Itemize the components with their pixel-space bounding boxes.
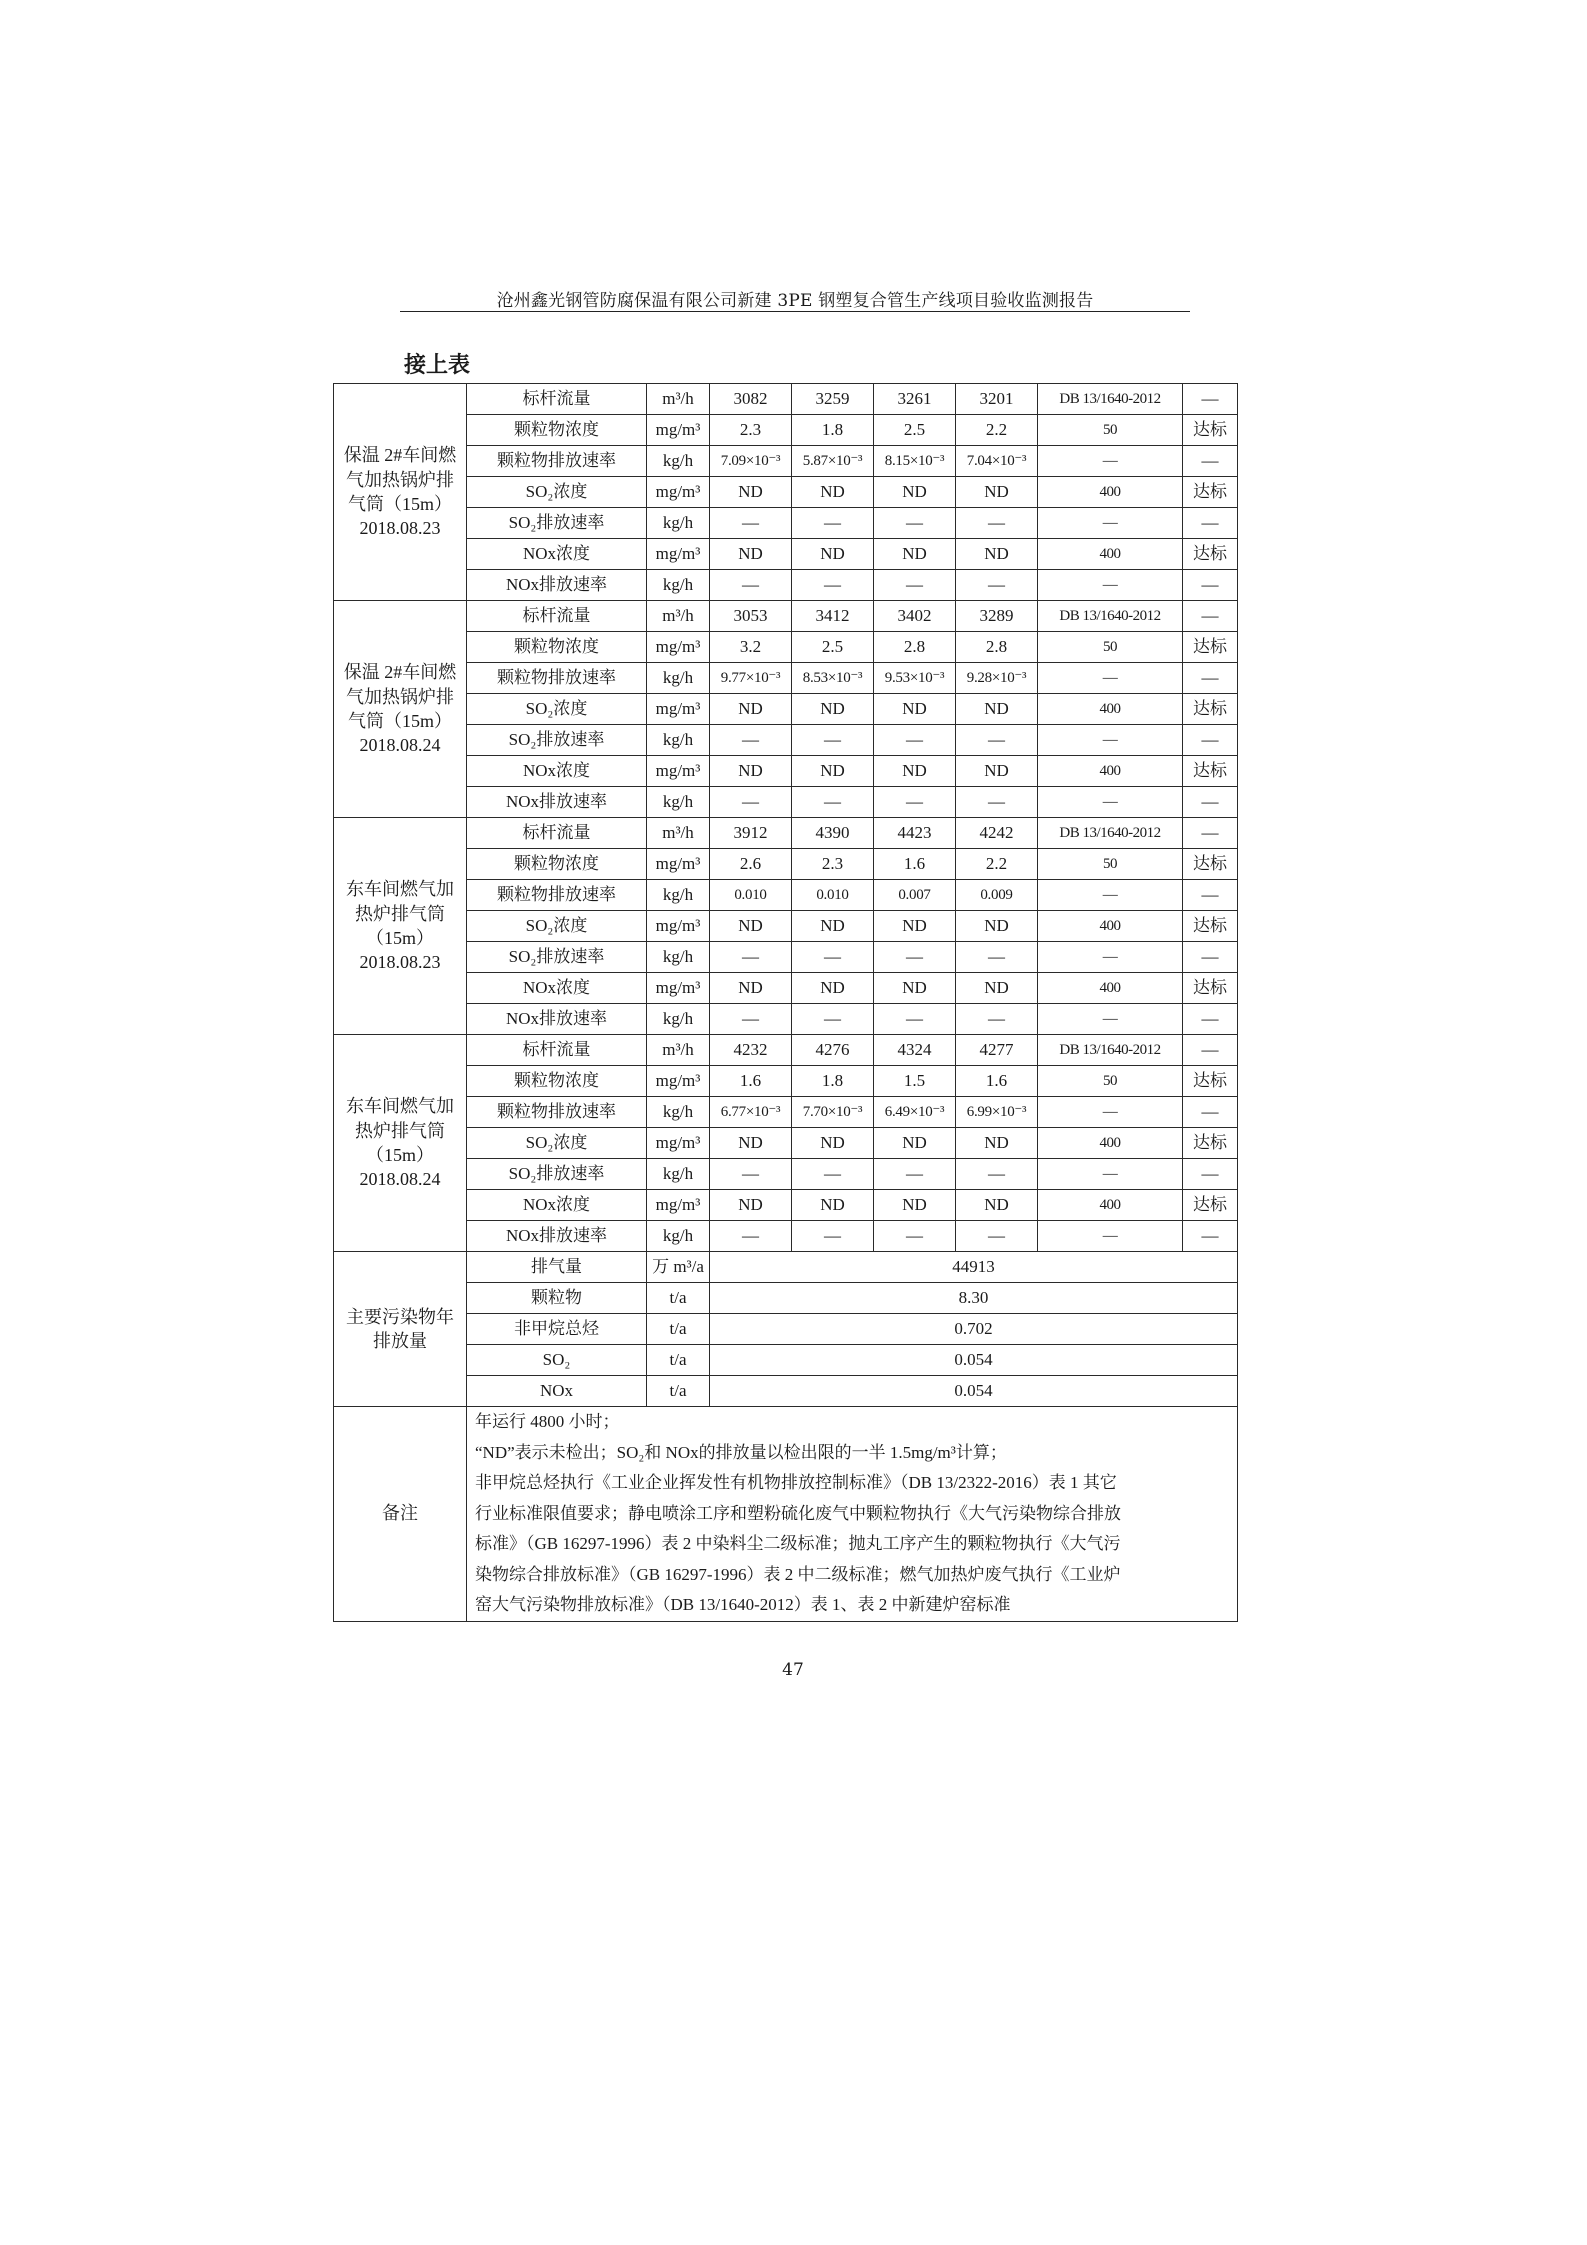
measurement-cell: — xyxy=(874,508,956,539)
unit-cell: mg/m³ xyxy=(647,477,710,508)
unit-cell: mg/m³ xyxy=(647,973,710,1004)
monitoring-results-table xyxy=(333,383,1238,1622)
standard-limit-cell: — xyxy=(1038,1097,1183,1128)
measurement-cell: ND xyxy=(956,911,1038,942)
unit-cell: kg/h xyxy=(647,1097,710,1128)
standard-limit-cell: — xyxy=(1038,787,1183,818)
unit-cell: kg/h xyxy=(647,1221,710,1252)
evaluation-result-cell: — xyxy=(1183,663,1238,694)
unit-cell: kg/h xyxy=(647,663,710,694)
parameter-name-cell: NOx排放速率 xyxy=(467,787,647,818)
measurement-cell: 3201 xyxy=(956,384,1038,415)
measurement-cell: ND xyxy=(874,973,956,1004)
evaluation-result-cell: 达标 xyxy=(1183,973,1238,1004)
unit-cell: m³/h xyxy=(647,601,710,632)
parameter-name-cell: NOx排放速率 xyxy=(467,1004,647,1035)
table-row xyxy=(334,539,1238,570)
measurement-cell: 8.15×10⁻³ xyxy=(874,446,956,477)
table-row xyxy=(334,477,1238,508)
evaluation-result-cell: 达标 xyxy=(1183,1128,1238,1159)
measurement-cell: 1.8 xyxy=(792,1066,874,1097)
unit-cell: 万 m³/a xyxy=(647,1252,710,1283)
evaluation-result-cell: — xyxy=(1183,942,1238,973)
measurement-cell: ND xyxy=(956,1190,1038,1221)
measurement-cell: 2.5 xyxy=(874,415,956,446)
measurement-cell: ND xyxy=(792,911,874,942)
measurement-cell: 4276 xyxy=(792,1035,874,1066)
table-row xyxy=(334,973,1238,1004)
standard-limit-cell: — xyxy=(1038,725,1183,756)
measurement-cell: ND xyxy=(956,1128,1038,1159)
parameter-name-cell: SO₂浓度 xyxy=(467,1128,647,1159)
parameter-name-cell: NOx浓度 xyxy=(467,539,647,570)
evaluation-result-cell: — xyxy=(1183,1221,1238,1252)
annual-emission-row xyxy=(334,1252,1238,1283)
monitoring-point-label: 东车间燃气加热炉排气筒（15m）2018.08.24 xyxy=(334,1035,467,1252)
table-row xyxy=(334,911,1238,942)
evaluation-result-cell: — xyxy=(1183,1035,1238,1066)
measurement-cell: — xyxy=(874,942,956,973)
standard-limit-cell: 50 xyxy=(1038,415,1183,446)
measurement-cell: 3053 xyxy=(710,601,792,632)
table-row xyxy=(334,663,1238,694)
unit-cell: mg/m³ xyxy=(647,1066,710,1097)
measurement-cell: ND xyxy=(956,973,1038,1004)
measurement-cell: 3402 xyxy=(874,601,956,632)
parameter-name-cell: 标杆流量 xyxy=(467,384,647,415)
pollutant-name-cell: NOx xyxy=(467,1376,647,1407)
unit-cell: m³/h xyxy=(647,384,710,415)
evaluation-result-cell: — xyxy=(1183,818,1238,849)
measurement-cell: — xyxy=(710,725,792,756)
measurement-cell: ND xyxy=(710,973,792,1004)
standard-limit-cell: 400 xyxy=(1038,694,1183,725)
measurement-cell: 3259 xyxy=(792,384,874,415)
measurement-cell: 9.28×10⁻³ xyxy=(956,663,1038,694)
parameter-name-cell: 颗粒物浓度 xyxy=(467,415,647,446)
unit-cell: mg/m³ xyxy=(647,756,710,787)
standard-limit-cell: DB 13/1640-2012 xyxy=(1038,601,1183,632)
parameter-name-cell: SO₂排放速率 xyxy=(467,725,647,756)
measurement-cell: 7.09×10⁻³ xyxy=(710,446,792,477)
measurement-cell: ND xyxy=(710,1190,792,1221)
unit-cell: t/a xyxy=(647,1376,710,1407)
standard-limit-cell: DB 13/1640-2012 xyxy=(1038,384,1183,415)
measurement-cell: ND xyxy=(710,477,792,508)
measurement-cell: ND xyxy=(956,694,1038,725)
table-row xyxy=(334,880,1238,911)
table-row xyxy=(334,725,1238,756)
evaluation-result-cell: 达标 xyxy=(1183,632,1238,663)
parameter-name-cell: NOx浓度 xyxy=(467,973,647,1004)
standard-limit-cell: 400 xyxy=(1038,973,1183,1004)
standard-limit-cell: 50 xyxy=(1038,632,1183,663)
standard-limit-cell: — xyxy=(1038,508,1183,539)
unit-cell: kg/h xyxy=(647,508,710,539)
measurement-cell: — xyxy=(956,570,1038,601)
header-rule xyxy=(400,311,1190,312)
table-row xyxy=(334,818,1238,849)
unit-cell: kg/h xyxy=(647,787,710,818)
evaluation-result-cell: — xyxy=(1183,1159,1238,1190)
standard-limit-cell: — xyxy=(1038,446,1183,477)
measurement-cell: 2.3 xyxy=(792,849,874,880)
measurement-cell: — xyxy=(792,787,874,818)
measurement-cell: 3912 xyxy=(710,818,792,849)
measurement-cell: — xyxy=(874,1159,956,1190)
measurement-cell: ND xyxy=(792,756,874,787)
parameter-name-cell: SO₂排放速率 xyxy=(467,508,647,539)
monitoring-point-label: 东车间燃气加热炉排气筒（15m）2018.08.23 xyxy=(334,818,467,1035)
measurement-cell: — xyxy=(792,1159,874,1190)
measurement-cell: 2.5 xyxy=(792,632,874,663)
table-row xyxy=(334,787,1238,818)
standard-limit-cell: 50 xyxy=(1038,849,1183,880)
unit-cell: t/a xyxy=(647,1345,710,1376)
unit-cell: t/a xyxy=(647,1314,710,1345)
unit-cell: mg/m³ xyxy=(647,1128,710,1159)
parameter-name-cell: 颗粒物排放速率 xyxy=(467,446,647,477)
table-row xyxy=(334,1190,1238,1221)
measurement-cell: — xyxy=(956,508,1038,539)
measurement-cell: 3.2 xyxy=(710,632,792,663)
table-row xyxy=(334,1035,1238,1066)
measurement-cell: 3082 xyxy=(710,384,792,415)
pollutant-name-cell: SO₂ xyxy=(467,1345,647,1376)
unit-cell: kg/h xyxy=(647,725,710,756)
note-line: 非甲烷总烃执行《工业企业挥发性有机物排放控制标准》（DB 13/2322-2016）表 1 其它 xyxy=(475,1473,1117,1492)
evaluation-result-cell: 达标 xyxy=(1183,694,1238,725)
table-row xyxy=(334,446,1238,477)
evaluation-result-cell: 达标 xyxy=(1183,911,1238,942)
measurement-cell: ND xyxy=(874,694,956,725)
measurement-cell: — xyxy=(874,725,956,756)
table-row xyxy=(334,384,1238,415)
measurement-cell: 6.99×10⁻³ xyxy=(956,1097,1038,1128)
measurement-cell: 0.010 xyxy=(792,880,874,911)
measurement-cell: — xyxy=(792,570,874,601)
standard-limit-cell: — xyxy=(1038,1004,1183,1035)
table-row xyxy=(334,1221,1238,1252)
unit-cell: m³/h xyxy=(647,818,710,849)
table-row xyxy=(334,1004,1238,1035)
unit-cell: kg/h xyxy=(647,446,710,477)
note-line: 染物综合排放标准》（GB 16297-1996）表 2 中二级标准；燃气加热炉废气执行《工业炉 xyxy=(475,1564,1121,1584)
notes-row xyxy=(334,1407,1238,1622)
measurement-cell: — xyxy=(710,1004,792,1035)
annual-emission-value-cell: 0.702 xyxy=(710,1314,1238,1345)
measurement-cell: — xyxy=(956,725,1038,756)
table-row xyxy=(334,1159,1238,1190)
note-line: 标准》（GB 16297-1996）表 2 中染料尘二级标准；抛丸工序产生的颗粒物执行《大气污 xyxy=(475,1534,1121,1553)
unit-cell: mg/m³ xyxy=(647,539,710,570)
standard-limit-cell: — xyxy=(1038,880,1183,911)
evaluation-result-cell: — xyxy=(1183,1004,1238,1035)
parameter-name-cell: SO₂浓度 xyxy=(467,477,647,508)
evaluation-result-cell: 达标 xyxy=(1183,849,1238,880)
unit-cell: t/a xyxy=(647,1283,710,1314)
standard-limit-cell: 400 xyxy=(1038,477,1183,508)
annual-emission-value-cell: 8.30 xyxy=(710,1283,1238,1314)
evaluation-result-cell: — xyxy=(1183,787,1238,818)
measurement-cell: ND xyxy=(792,1190,874,1221)
measurement-cell: ND xyxy=(874,477,956,508)
annual-emission-value-cell: 44913 xyxy=(710,1252,1238,1283)
table-row xyxy=(334,942,1238,973)
annual-emission-row xyxy=(334,1314,1238,1345)
annual-emission-row xyxy=(334,1376,1238,1407)
measurement-cell: 1.6 xyxy=(956,1066,1038,1097)
table-row xyxy=(334,570,1238,601)
measurement-cell: 6.77×10⁻³ xyxy=(710,1097,792,1128)
unit-cell: m³/h xyxy=(647,1035,710,1066)
parameter-name-cell: 颗粒物排放速率 xyxy=(467,880,647,911)
standard-limit-cell: — xyxy=(1038,1221,1183,1252)
evaluation-result-cell: 达标 xyxy=(1183,1190,1238,1221)
parameter-name-cell: SO₂浓度 xyxy=(467,911,647,942)
measurement-cell: 2.6 xyxy=(710,849,792,880)
table-row xyxy=(334,601,1238,632)
measurement-cell: — xyxy=(874,1004,956,1035)
monitoring-point-label: 保温 2#车间燃气加热锅炉排气筒（15m）2018.08.23 xyxy=(334,384,467,601)
measurement-cell: — xyxy=(956,1221,1038,1252)
table-row xyxy=(334,1097,1238,1128)
standard-limit-cell: 50 xyxy=(1038,1066,1183,1097)
measurement-cell: ND xyxy=(792,694,874,725)
measurement-cell: 3261 xyxy=(874,384,956,415)
table-row xyxy=(334,756,1238,787)
evaluation-result-cell: — xyxy=(1183,446,1238,477)
measurement-cell: 8.53×10⁻³ xyxy=(792,663,874,694)
standard-limit-cell: — xyxy=(1038,942,1183,973)
parameter-name-cell: 颗粒物浓度 xyxy=(467,1066,647,1097)
measurement-cell: 3289 xyxy=(956,601,1038,632)
table-row xyxy=(334,1128,1238,1159)
measurement-cell: 6.49×10⁻³ xyxy=(874,1097,956,1128)
measurement-cell: — xyxy=(874,1221,956,1252)
measurement-cell: 7.04×10⁻³ xyxy=(956,446,1038,477)
measurement-cell: — xyxy=(710,1221,792,1252)
standard-limit-cell: 400 xyxy=(1038,911,1183,942)
measurement-cell: 0.009 xyxy=(956,880,1038,911)
evaluation-result-cell: 达标 xyxy=(1183,477,1238,508)
measurement-cell: ND xyxy=(710,539,792,570)
measurement-cell: 1.6 xyxy=(710,1066,792,1097)
measurement-cell: — xyxy=(710,942,792,973)
note-line: 行业标准限值要求；静电喷涂工序和塑粉硫化废气中颗粒物执行《大气污染物综合排放 xyxy=(475,1503,1121,1523)
parameter-name-cell: NOx浓度 xyxy=(467,1190,647,1221)
evaluation-result-cell: — xyxy=(1183,1097,1238,1128)
measurement-cell: 1.5 xyxy=(874,1066,956,1097)
standard-limit-cell: DB 13/1640-2012 xyxy=(1038,818,1183,849)
measurement-cell: — xyxy=(792,1221,874,1252)
parameter-name-cell: 标杆流量 xyxy=(467,818,647,849)
evaluation-result-cell: 达标 xyxy=(1183,756,1238,787)
evaluation-result-cell: — xyxy=(1183,725,1238,756)
report-header-title: 沧州鑫光钢管防腐保温有限公司新建 3PE 钢塑复合管生产线项目验收监测报告 xyxy=(496,291,1094,311)
measurement-cell: 4423 xyxy=(874,818,956,849)
measurement-cell: ND xyxy=(874,1128,956,1159)
evaluation-result-cell: — xyxy=(1183,601,1238,632)
note-line: 年运行 4800 小时； xyxy=(475,1412,620,1431)
measurement-cell: ND xyxy=(956,477,1038,508)
parameter-name-cell: 标杆流量 xyxy=(467,1035,647,1066)
annual-emission-row xyxy=(334,1283,1238,1314)
standard-limit-cell: 400 xyxy=(1038,1128,1183,1159)
table-row xyxy=(334,415,1238,446)
measurement-cell: ND xyxy=(710,911,792,942)
measurement-cell: 4390 xyxy=(792,818,874,849)
parameter-name-cell: SO₂排放速率 xyxy=(467,942,647,973)
standard-limit-cell: — xyxy=(1038,663,1183,694)
measurement-cell: ND xyxy=(956,756,1038,787)
page-number: 47 xyxy=(782,1660,804,1680)
measurement-cell: ND xyxy=(956,539,1038,570)
measurement-cell: 2.2 xyxy=(956,849,1038,880)
evaluation-result-cell: 达标 xyxy=(1183,1066,1238,1097)
parameter-name-cell: 颗粒物排放速率 xyxy=(467,663,647,694)
measurement-cell: 3412 xyxy=(792,601,874,632)
annual-emission-value-cell: 0.054 xyxy=(710,1376,1238,1407)
measurement-cell: ND xyxy=(710,694,792,725)
table-row xyxy=(334,849,1238,880)
measurement-cell: — xyxy=(710,1159,792,1190)
measurement-cell: 2.8 xyxy=(956,632,1038,663)
notes-label: 备注 xyxy=(334,1407,467,1622)
measurement-cell: ND xyxy=(710,756,792,787)
measurement-cell: ND xyxy=(874,1190,956,1221)
measurement-cell: ND xyxy=(792,973,874,1004)
table-row xyxy=(334,1066,1238,1097)
measurement-cell: — xyxy=(792,1004,874,1035)
measurement-cell: — xyxy=(792,508,874,539)
measurement-cell: 4242 xyxy=(956,818,1038,849)
measurement-cell: — xyxy=(710,787,792,818)
measurement-cell: 4232 xyxy=(710,1035,792,1066)
measurement-cell: ND xyxy=(792,1128,874,1159)
measurement-cell: — xyxy=(710,508,792,539)
measurement-cell: 2.3 xyxy=(710,415,792,446)
measurement-cell: ND xyxy=(874,756,956,787)
unit-cell: kg/h xyxy=(647,570,710,601)
annual-emission-label: 主要污染物年排放量 xyxy=(334,1252,467,1407)
evaluation-result-cell: 达标 xyxy=(1183,415,1238,446)
measurement-cell: ND xyxy=(710,1128,792,1159)
standard-limit-cell: 400 xyxy=(1038,756,1183,787)
measurement-cell: 1.6 xyxy=(874,849,956,880)
parameter-name-cell: NOx浓度 xyxy=(467,756,647,787)
monitoring-point-label: 保温 2#车间燃气加热锅炉排气筒（15m）2018.08.24 xyxy=(334,601,467,818)
measurement-cell: ND xyxy=(792,539,874,570)
evaluation-result-cell: — xyxy=(1183,880,1238,911)
unit-cell: mg/m³ xyxy=(647,632,710,663)
measurement-cell: 4277 xyxy=(956,1035,1038,1066)
parameter-name-cell: 颗粒物排放速率 xyxy=(467,1097,647,1128)
unit-cell: kg/h xyxy=(647,942,710,973)
annual-emission-value-cell: 0.054 xyxy=(710,1345,1238,1376)
table-row xyxy=(334,508,1238,539)
continued-table-label: 接上表 xyxy=(404,352,471,378)
unit-cell: mg/m³ xyxy=(647,694,710,725)
annual-emission-row xyxy=(334,1345,1238,1376)
measurement-cell: — xyxy=(874,787,956,818)
note-line: “ND”表示未检出；SO₂和 NOx的排放量以检出限的一半 1.5mg/m³计算； xyxy=(475,1442,1007,1462)
measurement-cell: — xyxy=(710,570,792,601)
measurement-cell: 5.87×10⁻³ xyxy=(792,446,874,477)
unit-cell: kg/h xyxy=(647,1159,710,1190)
measurement-cell: — xyxy=(792,725,874,756)
measurement-cell: — xyxy=(874,570,956,601)
pollutant-name-cell: 非甲烷总烃 xyxy=(467,1314,647,1345)
parameter-name-cell: 颗粒物浓度 xyxy=(467,849,647,880)
measurement-cell: — xyxy=(956,1159,1038,1190)
standard-limit-cell: 400 xyxy=(1038,1190,1183,1221)
measurement-cell: — xyxy=(956,942,1038,973)
measurement-cell: 0.010 xyxy=(710,880,792,911)
measurement-cell: — xyxy=(956,787,1038,818)
parameter-name-cell: SO₂浓度 xyxy=(467,694,647,725)
parameter-name-cell: 颗粒物浓度 xyxy=(467,632,647,663)
evaluation-result-cell: — xyxy=(1183,508,1238,539)
measurement-cell: 0.007 xyxy=(874,880,956,911)
measurement-cell: 2.2 xyxy=(956,415,1038,446)
unit-cell: kg/h xyxy=(647,880,710,911)
pollutant-name-cell: 排气量 xyxy=(467,1252,647,1283)
measurement-cell: 9.77×10⁻³ xyxy=(710,663,792,694)
standard-limit-cell: — xyxy=(1038,570,1183,601)
notes-text xyxy=(467,1407,1238,1622)
unit-cell: mg/m³ xyxy=(647,911,710,942)
evaluation-result-cell: — xyxy=(1183,384,1238,415)
parameter-name-cell: NOx排放速率 xyxy=(467,570,647,601)
unit-cell: mg/m³ xyxy=(647,849,710,880)
measurement-cell: — xyxy=(956,1004,1038,1035)
parameter-name-cell: SO₂排放速率 xyxy=(467,1159,647,1190)
measurement-cell: ND xyxy=(792,477,874,508)
standard-limit-cell: DB 13/1640-2012 xyxy=(1038,1035,1183,1066)
unit-cell: kg/h xyxy=(647,1004,710,1035)
evaluation-result-cell: — xyxy=(1183,570,1238,601)
note-line: 窑大气污染物排放标准》（DB 13/1640-2012）表 1、表 2 中新建炉窑标准 xyxy=(475,1595,1011,1614)
measurement-cell: 7.70×10⁻³ xyxy=(792,1097,874,1128)
evaluation-result-cell: 达标 xyxy=(1183,539,1238,570)
measurement-cell: 1.8 xyxy=(792,415,874,446)
table-row xyxy=(334,632,1238,663)
unit-cell: mg/m³ xyxy=(647,1190,710,1221)
measurement-cell: — xyxy=(792,942,874,973)
parameter-name-cell: NOx排放速率 xyxy=(467,1221,647,1252)
standard-limit-cell: 400 xyxy=(1038,539,1183,570)
standard-limit-cell: — xyxy=(1038,1159,1183,1190)
measurement-cell: ND xyxy=(874,911,956,942)
measurement-cell: 9.53×10⁻³ xyxy=(874,663,956,694)
pollutant-name-cell: 颗粒物 xyxy=(467,1283,647,1314)
table-row xyxy=(334,694,1238,725)
parameter-name-cell: 标杆流量 xyxy=(467,601,647,632)
measurement-cell: 2.8 xyxy=(874,632,956,663)
unit-cell: mg/m³ xyxy=(647,415,710,446)
measurement-cell: 4324 xyxy=(874,1035,956,1066)
measurement-cell: ND xyxy=(874,539,956,570)
